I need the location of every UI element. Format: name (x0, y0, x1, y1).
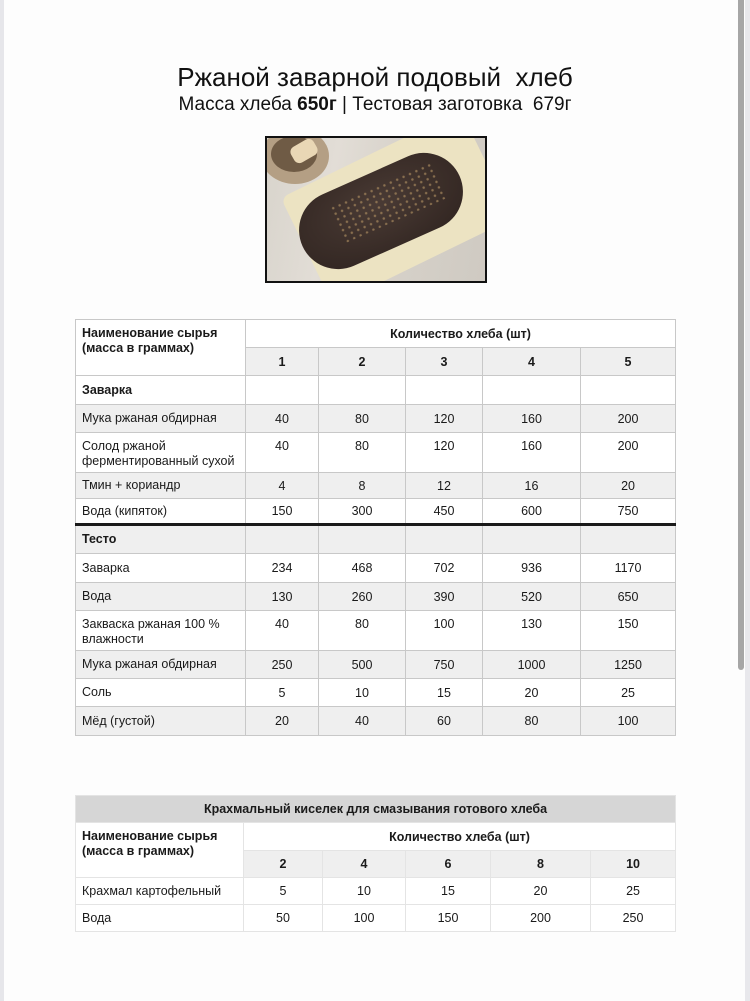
ingredient-name: Крахмал картофельный (76, 878, 244, 905)
column-header: 10 (591, 851, 676, 878)
table-row (76, 433, 676, 473)
cell-value: 936 (483, 554, 581, 583)
table-row (76, 554, 676, 583)
cell-value: 50 (244, 905, 323, 932)
cell-value: 150 (581, 611, 676, 651)
cell-value: 4 (246, 473, 319, 499)
table-row (76, 405, 676, 433)
cell-value: 40 (246, 611, 319, 651)
glaze-table-title: Крахмальный киселек для смазывания готового хлеба (76, 796, 676, 823)
bread-photo (265, 136, 487, 283)
ingredient-name: Солод ржаной ферментированный сухой (76, 433, 246, 473)
table-row (76, 679, 676, 707)
cell-value: 20 (246, 707, 319, 736)
cell-value: 750 (581, 499, 676, 525)
cell-value: 20 (483, 679, 581, 707)
cell-value: 80 (319, 433, 406, 473)
cell-value: 80 (319, 611, 406, 651)
cell-value: 600 (483, 499, 581, 525)
cell-value: 750 (406, 651, 483, 679)
table-row (76, 473, 676, 499)
column-header: 2 (319, 348, 406, 376)
cell-value: 100 (581, 707, 676, 736)
glaze-table (75, 795, 676, 932)
column-header: 4 (323, 851, 406, 878)
cell-value: 80 (319, 405, 406, 433)
cell-value: 300 (319, 499, 406, 525)
cell-value: 130 (246, 583, 319, 611)
cell-value: 25 (591, 878, 676, 905)
cell-value: 250 (591, 905, 676, 932)
cell-value: 100 (323, 905, 406, 932)
column-header: 8 (491, 851, 591, 878)
cell-value: 468 (319, 554, 406, 583)
cell-value: 100 (406, 611, 483, 651)
cell-value: 650 (581, 583, 676, 611)
cell-value: 5 (244, 878, 323, 905)
cell-value: 12 (406, 473, 483, 499)
header-quantity: Количество хлеба (шт) (244, 823, 676, 851)
cell-value: 15 (406, 878, 491, 905)
cell-value: 200 (581, 433, 676, 473)
ingredient-name: Закваска ржаная 100 % влажности (76, 611, 246, 651)
column-header: 3 (406, 348, 483, 376)
cell-value: 200 (581, 405, 676, 433)
cell-value: 250 (246, 651, 319, 679)
column-header: 1 (246, 348, 319, 376)
cell-value: 20 (491, 878, 591, 905)
cell-value: 120 (406, 405, 483, 433)
cell-value: 15 (406, 679, 483, 707)
column-header: 6 (406, 851, 491, 878)
cell-value: 130 (483, 611, 581, 651)
cell-value: 450 (406, 499, 483, 525)
table-row (76, 905, 676, 932)
cell-value: 1250 (581, 651, 676, 679)
table-row (76, 611, 676, 651)
cell-value: 234 (246, 554, 319, 583)
cell-value: 702 (406, 554, 483, 583)
ingredient-name: Вода (кипяток) (76, 499, 246, 525)
ingredient-name: Заварка (76, 554, 246, 583)
cell-value: 120 (406, 433, 483, 473)
column-header: 2 (244, 851, 323, 878)
section-row (76, 376, 676, 405)
table-row (76, 878, 676, 905)
cell-value: 40 (319, 707, 406, 736)
table-row (76, 651, 676, 679)
page-edge-left (0, 0, 4, 1001)
cell-value: 160 (483, 405, 581, 433)
cell-value: 500 (319, 651, 406, 679)
cell-value: 8 (319, 473, 406, 499)
column-header: 5 (581, 348, 676, 376)
ingredient-name: Мёд (густой) (76, 707, 246, 736)
cell-value: 25 (581, 679, 676, 707)
page-subtitle (0, 94, 750, 116)
section-row (76, 525, 676, 554)
table-row (76, 583, 676, 611)
cell-value: 5 (246, 679, 319, 707)
bread-mass: 650г (297, 94, 337, 115)
ingredient-name: Мука ржаная обдирная (76, 405, 246, 433)
ingredient-name: Мука ржаная обдирная (76, 651, 246, 679)
header-ingredient-name: Наименование сырья (масса в граммах) (76, 823, 244, 878)
header-ingredient-name: Наименование сырья (масса в граммах) (76, 320, 246, 376)
cell-value: 10 (323, 878, 406, 905)
cell-value: 390 (406, 583, 483, 611)
ingredient-name: Вода (76, 583, 246, 611)
cell-value: 260 (319, 583, 406, 611)
page-edge-right (745, 0, 750, 1001)
cell-value: 520 (483, 583, 581, 611)
ingredient-name: Тмин + кориандр (76, 473, 246, 499)
cell-value: 10 (319, 679, 406, 707)
cell-value: 150 (406, 905, 491, 932)
subtitle-prefix: Масса хлеба (178, 94, 298, 115)
ingredient-name: Вода (76, 905, 244, 932)
cell-value: 20 (581, 473, 676, 499)
cell-value: 40 (246, 433, 319, 473)
page-title: Ржаной заварной подовый хлеб (177, 62, 573, 92)
table-row (76, 707, 676, 736)
ingredient-name: Соль (76, 679, 246, 707)
cell-value: 1000 (483, 651, 581, 679)
cell-value: 16 (483, 473, 581, 499)
cell-value: 160 (483, 433, 581, 473)
cell-value: 40 (246, 405, 319, 433)
section-title: Тесто (76, 525, 246, 554)
table-row (76, 499, 676, 525)
cell-value: 200 (491, 905, 591, 932)
section-title: Заварка (76, 376, 246, 405)
subtitle-suffix: | Тестовая заготовка 679г (336, 94, 572, 115)
cell-value: 60 (406, 707, 483, 736)
cell-value: 150 (246, 499, 319, 525)
header-quantity: Количество хлеба (шт) (246, 320, 676, 348)
column-header: 4 (483, 348, 581, 376)
ingredients-table (75, 319, 676, 736)
cell-value: 1170 (581, 554, 676, 583)
cell-value: 80 (483, 707, 581, 736)
